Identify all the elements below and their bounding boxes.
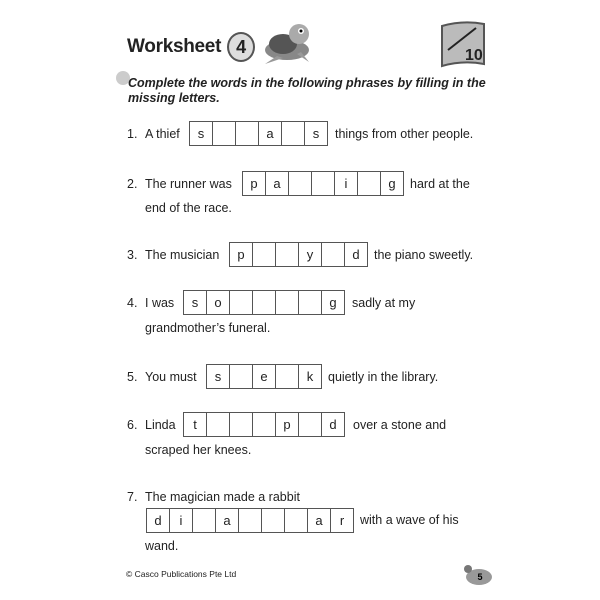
letter-box[interactable]: d <box>352 247 360 262</box>
score-total: 10 <box>465 47 483 64</box>
question-number: 6. <box>127 418 138 432</box>
letter-box[interactable]: o <box>207 291 230 314</box>
question-text-before: The magician made a rabbit <box>145 490 300 504</box>
question-text-before: The musician <box>145 248 220 262</box>
question-number: 4. <box>127 296 138 310</box>
worksheet-title: Worksheet <box>127 35 222 57</box>
letter-box[interactable] <box>213 122 236 145</box>
letter-box[interactable]: k <box>306 369 314 384</box>
question-text-before: The runner was <box>145 177 232 191</box>
letter-box[interactable]: a <box>216 509 239 532</box>
letter-box[interactable]: t <box>184 413 207 436</box>
letter-box[interactable] <box>239 509 262 532</box>
letter-box[interactable] <box>322 243 345 266</box>
letter-boxes <box>183 290 345 315</box>
question-text-after: over a stone and <box>353 418 447 432</box>
letter-box[interactable]: y <box>299 243 322 266</box>
letter-box[interactable] <box>253 291 276 314</box>
question-text-continued: end of the race. <box>145 201 232 215</box>
question-text-before: A thief <box>145 127 180 141</box>
letter-box[interactable]: s <box>207 365 230 388</box>
turtle-mascot-icon <box>257 20 317 65</box>
letter-box[interactable] <box>230 365 253 388</box>
letter-boxes <box>229 242 368 267</box>
question-number: 3. <box>127 248 138 262</box>
letter-box[interactable]: p <box>276 413 299 436</box>
question-text-continued: scraped her knees. <box>145 443 252 457</box>
letter-box[interactable]: g <box>329 295 337 310</box>
page-number: 5 <box>477 572 483 582</box>
question-text-continued: grandmother’s funeral. <box>145 321 271 335</box>
worksheet-number: 4 <box>227 32 255 62</box>
letter-box[interactable] <box>276 291 299 314</box>
letter-box[interactable] <box>282 122 305 145</box>
letter-box[interactable] <box>299 291 322 314</box>
letter-box[interactable]: s <box>312 126 320 141</box>
letter-box[interactable]: s <box>184 291 207 314</box>
letter-box[interactable] <box>276 365 299 388</box>
letter-box[interactable]: a <box>308 509 331 532</box>
question-text-after: with a wave of his <box>360 513 459 527</box>
question-number: 5. <box>127 370 138 384</box>
score-flag-icon <box>438 20 488 68</box>
letter-box[interactable]: d <box>329 417 337 432</box>
question-text-after: hard at the <box>410 177 470 191</box>
letter-box[interactable]: e <box>253 365 276 388</box>
question-number: 1. <box>127 127 138 141</box>
letter-box[interactable] <box>276 243 299 266</box>
letter-boxes <box>242 171 404 196</box>
page-number-turtle-icon <box>463 563 495 587</box>
letter-box[interactable] <box>289 172 312 195</box>
worksheet-header <box>127 28 317 65</box>
letter-box[interactable]: p <box>243 172 266 195</box>
letter-box[interactable] <box>299 413 322 436</box>
letter-box[interactable]: d <box>147 509 170 532</box>
letter-box[interactable]: i <box>170 509 193 532</box>
letter-box[interactable] <box>236 122 259 145</box>
letter-box[interactable] <box>230 291 253 314</box>
question-text-before: You must <box>145 370 197 384</box>
letter-box[interactable] <box>285 509 308 532</box>
letter-box[interactable] <box>230 413 253 436</box>
question-text-after: quietly in the library. <box>328 370 439 384</box>
letter-boxes <box>206 364 322 389</box>
letter-boxes <box>146 508 354 533</box>
letter-box[interactable] <box>312 172 335 195</box>
question-text-before: I was <box>145 296 175 310</box>
instructions: Complete the words in the following phrases by filling in the missing letters. <box>128 76 486 105</box>
letter-box[interactable]: i <box>335 172 358 195</box>
letter-box[interactable]: r <box>339 513 345 528</box>
letter-box[interactable] <box>207 413 230 436</box>
question-text-before: Linda <box>145 418 176 432</box>
question-text-after: things from other people. <box>335 127 474 141</box>
letter-boxes <box>183 412 345 437</box>
letter-box[interactable] <box>193 509 216 532</box>
letter-boxes <box>189 121 328 146</box>
letter-box[interactable]: a <box>266 172 289 195</box>
question-text-after: the piano sweetly. <box>374 248 474 262</box>
question-number: 7. <box>127 490 138 504</box>
question-text-continued: wand. <box>145 539 179 553</box>
copyright: © Casco Publications Pte Ltd <box>126 569 237 579</box>
question-text-after: sadly at my <box>352 296 416 310</box>
letter-box[interactable] <box>262 509 285 532</box>
letter-box[interactable] <box>358 172 381 195</box>
letter-box[interactable] <box>253 243 276 266</box>
letter-box[interactable]: a <box>259 122 282 145</box>
letter-box[interactable]: s <box>190 122 213 145</box>
letter-box[interactable]: p <box>230 243 253 266</box>
letter-box[interactable] <box>253 413 276 436</box>
question-number: 2. <box>127 177 138 191</box>
letter-box[interactable]: g <box>388 176 396 191</box>
